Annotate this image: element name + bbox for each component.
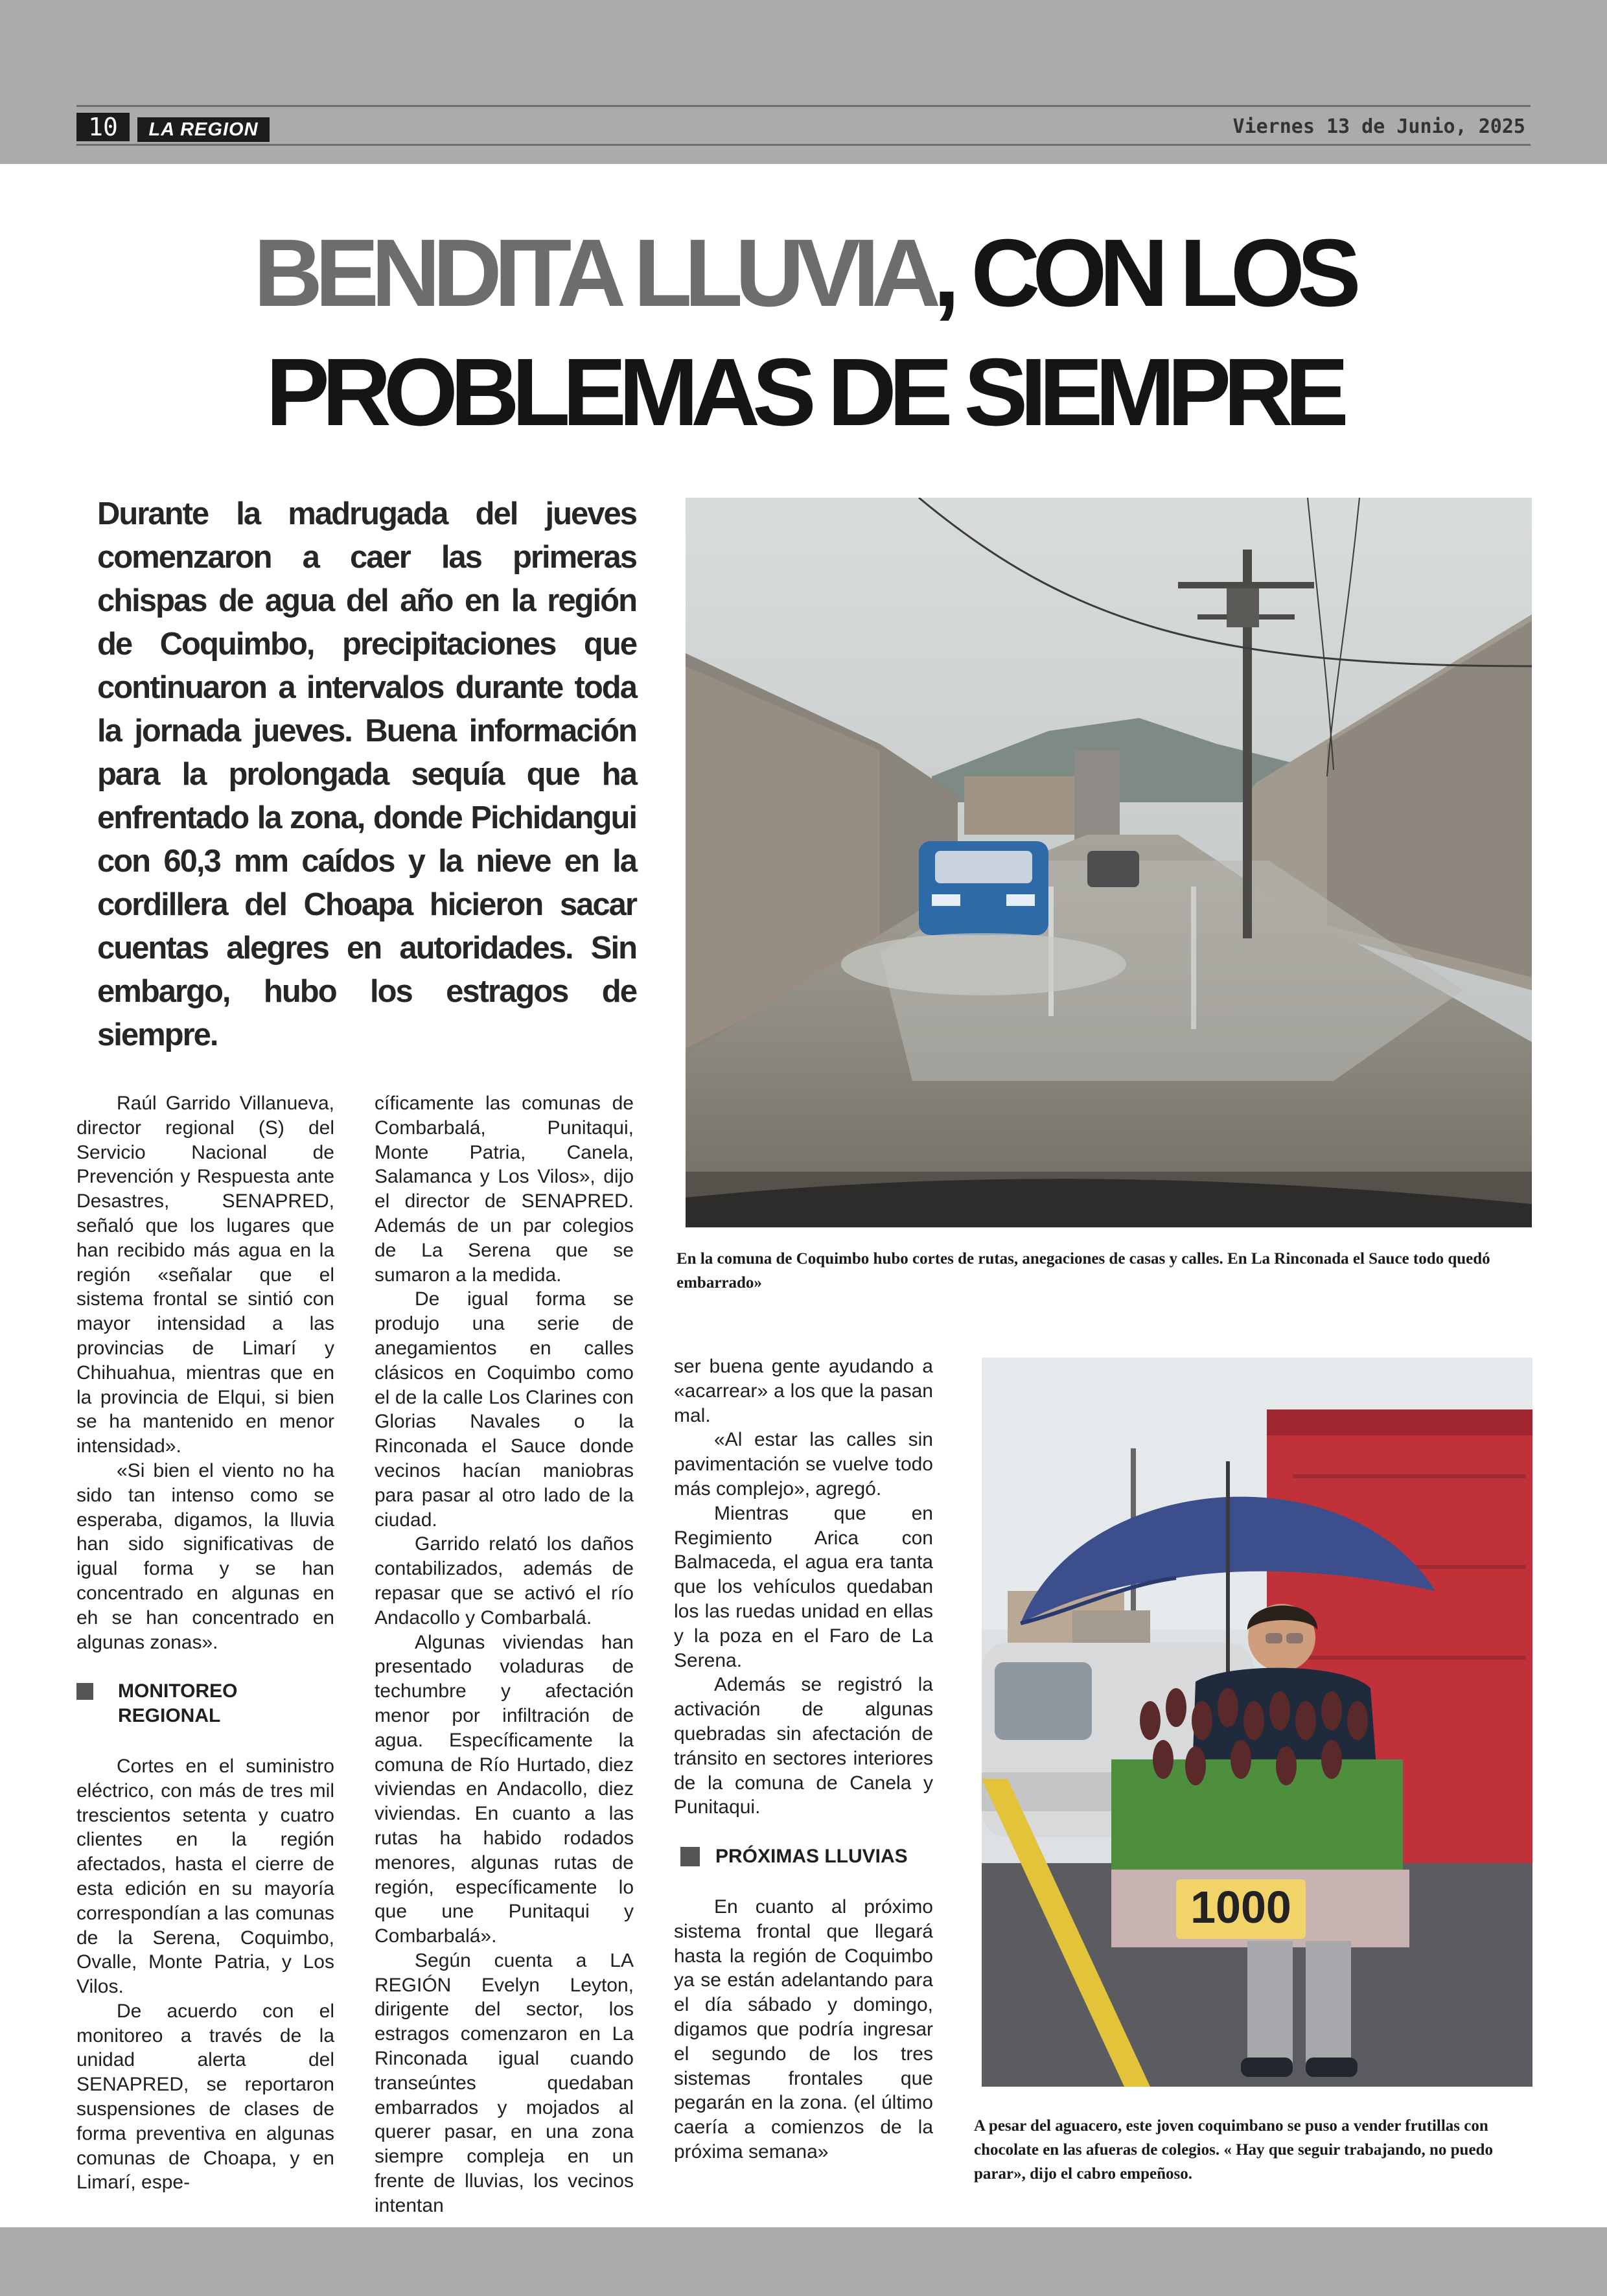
body-paragraph: cíficamente las comunas de Combarbalá, Punitaqui, Monte Patria, Canela, Salamanca y Los Vilos», dijo el director de SENAPRED. Además de un par colegios de La Serena que se sumaron a la medida. — [375, 1093, 634, 1286]
headline — [97, 214, 1510, 452]
body-paragraph: En cuanto al próximo sistema frontal que llegará hasta la región de Coquimbo ya se están adelantando para el día sábado y domingo, digamos que podría ingresar el segundo de los tres sistemas frontales que pegarán en la zona. (el último caería a comienzos de la próxima semana» — [674, 1896, 933, 2163]
street-photo-caption: En la comuna de Coquimbo hubo cortes de rutas, anegaciones de casas y calles. En La Rinconada el Sauce todo quedó embarrado» — [676, 1250, 1490, 1292]
issue-date: Viernes 13 de Junio, 2025 — [1232, 115, 1525, 138]
body-paragraph: De igual forma se produjo una serie de anegamientos en calles clásicos en Coquimbo como el de la calle Los Clarines con Glorias Navales o la Rinconada el Sauce donde vecinos hacían maniobras para pasar al otro lado de la ciudad. — [375, 1288, 634, 1531]
footer-band — [0, 2227, 1607, 2296]
price-sign: 1000 — [1190, 1882, 1291, 1932]
article-column-1 — [76, 1091, 334, 2195]
body-paragraph: Además se registró la activación de algunas quebradas sin afectación de tránsito en sectores interiores de la comuna de Canela y Punitaqui. — [674, 1674, 933, 1818]
body-paragraph: Cortes en el suministro eléctrico, con más de tres mil trescientos setenta y cuatro clientes en la región afectados, hasta el cierre de esta edición en su mayoría correspondían a las comunas de la Serena, Coquimbo, Ovalle, Monte Patria, y Los Vilos. — [76, 1755, 334, 1998]
street-vendor-photo — [982, 1358, 1532, 2087]
body-paragraph: De acuerdo con el monitoreo a través de la unidad alerta del SENAPRED, se reportaron suspensiones de clases de forma preventiva en algunas comunas de Choapa, y en Limarí, espe- — [76, 2000, 334, 2194]
section-heading-text: MONITOREO REGIONAL — [118, 1680, 238, 1727]
flooded-street-illustration — [686, 498, 1532, 1227]
body-paragraph: ser buena gente ayudando a «acarrear» a los que la pasan mal. — [674, 1356, 933, 1426]
header-rule-bottom — [76, 144, 1531, 146]
bullet-square-icon — [680, 1847, 700, 1866]
page-number: 10 — [76, 113, 130, 141]
section-heading-monitoreo — [76, 1679, 334, 1728]
body-paragraph: Mientras que en Regimiento Arica con Balmaceda, el agua era tanta que los vehículos quedaban los las ruedas unidad en ellas y la poza en el Faro de La Serena. — [674, 1502, 933, 1671]
section-heading-proximas-lluvias — [674, 1844, 933, 1869]
headline-rest: , CON LOS PROBLEMAS DE SIEMPRE — [266, 220, 1354, 446]
header-rule-top — [76, 105, 1531, 107]
street-vendor-illustration — [982, 1358, 1532, 2087]
body-paragraph: Raúl Garrido Villanueva, director regional (S) del Servicio Nacional de Prevención y Respuesta ante Desastres, SENAPRED, señaló que los lugares que han recibido más agua en la región «señalar que el sistema frontal se sintió con mayor intensidad a las provincias de Limarí y Chihuahua, mientras que en la provincia de Elqui, si bien se ha mantenido en menor intensidad». — [76, 1093, 334, 1457]
bullet-square-icon — [76, 1683, 93, 1700]
body-paragraph: Garrido relató los daños contabilizados, además de repasar que se activó el río Andacollo y Combarbalá. — [375, 1533, 634, 1629]
lead-paragraph: Durante la madrugada del jueves comenzaron a caer las primeras chispas de agua del año en la región de Coquimbo, precipitaciones que continuaron a intervalos durante toda la jornada jueves. Buena información para la prolongada sequía que ha enfrentado la zona, donde Pichidangui con 60,3 mm caídos y la nieve en la cordillera del Choapa hicieron sacar cuentas alegres en autoridades. Sin embargo, hubo los estragos de siempre. — [97, 496, 636, 1052]
article-column-2 — [375, 1091, 634, 2218]
body-paragraph: «Si bien el viento no ha sido tan intenso como se esperaba, digamos, la lluvia han sido significativas de igual forma y se han concentrado en algunas en eh se han concentrado en algunas zonas». — [76, 1459, 334, 1653]
body-paragraph: «Al estar las calles sin pavimentación se vuelve todo más complejo», agregó. — [674, 1429, 933, 1500]
body-paragraph: Algunas viviendas han presentado voladuras de techumbre y afectación menor por infiltración de agua. Específicamente la comuna de Río Hurtado, diez viviendas en Andacollo, diez viviendas. En cuanto a las rutas ha habido rodados menores, algunas rutas de región, específicamente lo que une Punitaqui y Combarbalá». — [375, 1631, 634, 1947]
vendor-photo-caption: A pesar del aguacero, este joven coquimbano se puso a vender frutillas con chocolate en las afueras de colegios. « Hay que seguir trabajando, no puedo parar», dijo el cabro empeñoso. — [974, 2117, 1493, 2183]
body-paragraph: Según cuenta a LA REGIÓN Evelyn Leyton, dirigente del sector, los estragos comenzaron en La Rinconada igual cuando transeúntes quedaban embarrados y mojados al querer pasar, en una zona siempre compleja en un frente de lluvias, los vecinos intentan — [375, 1949, 634, 2216]
article-column-3 — [674, 1354, 933, 2164]
section-heading-text: PRÓXIMAS LLUVIAS — [715, 1846, 908, 1868]
publication-logo: LA REGION — [137, 117, 270, 142]
headline-highlight: BENDITA LLUVIA — [253, 220, 934, 327]
flooded-street-photo — [686, 498, 1532, 1227]
